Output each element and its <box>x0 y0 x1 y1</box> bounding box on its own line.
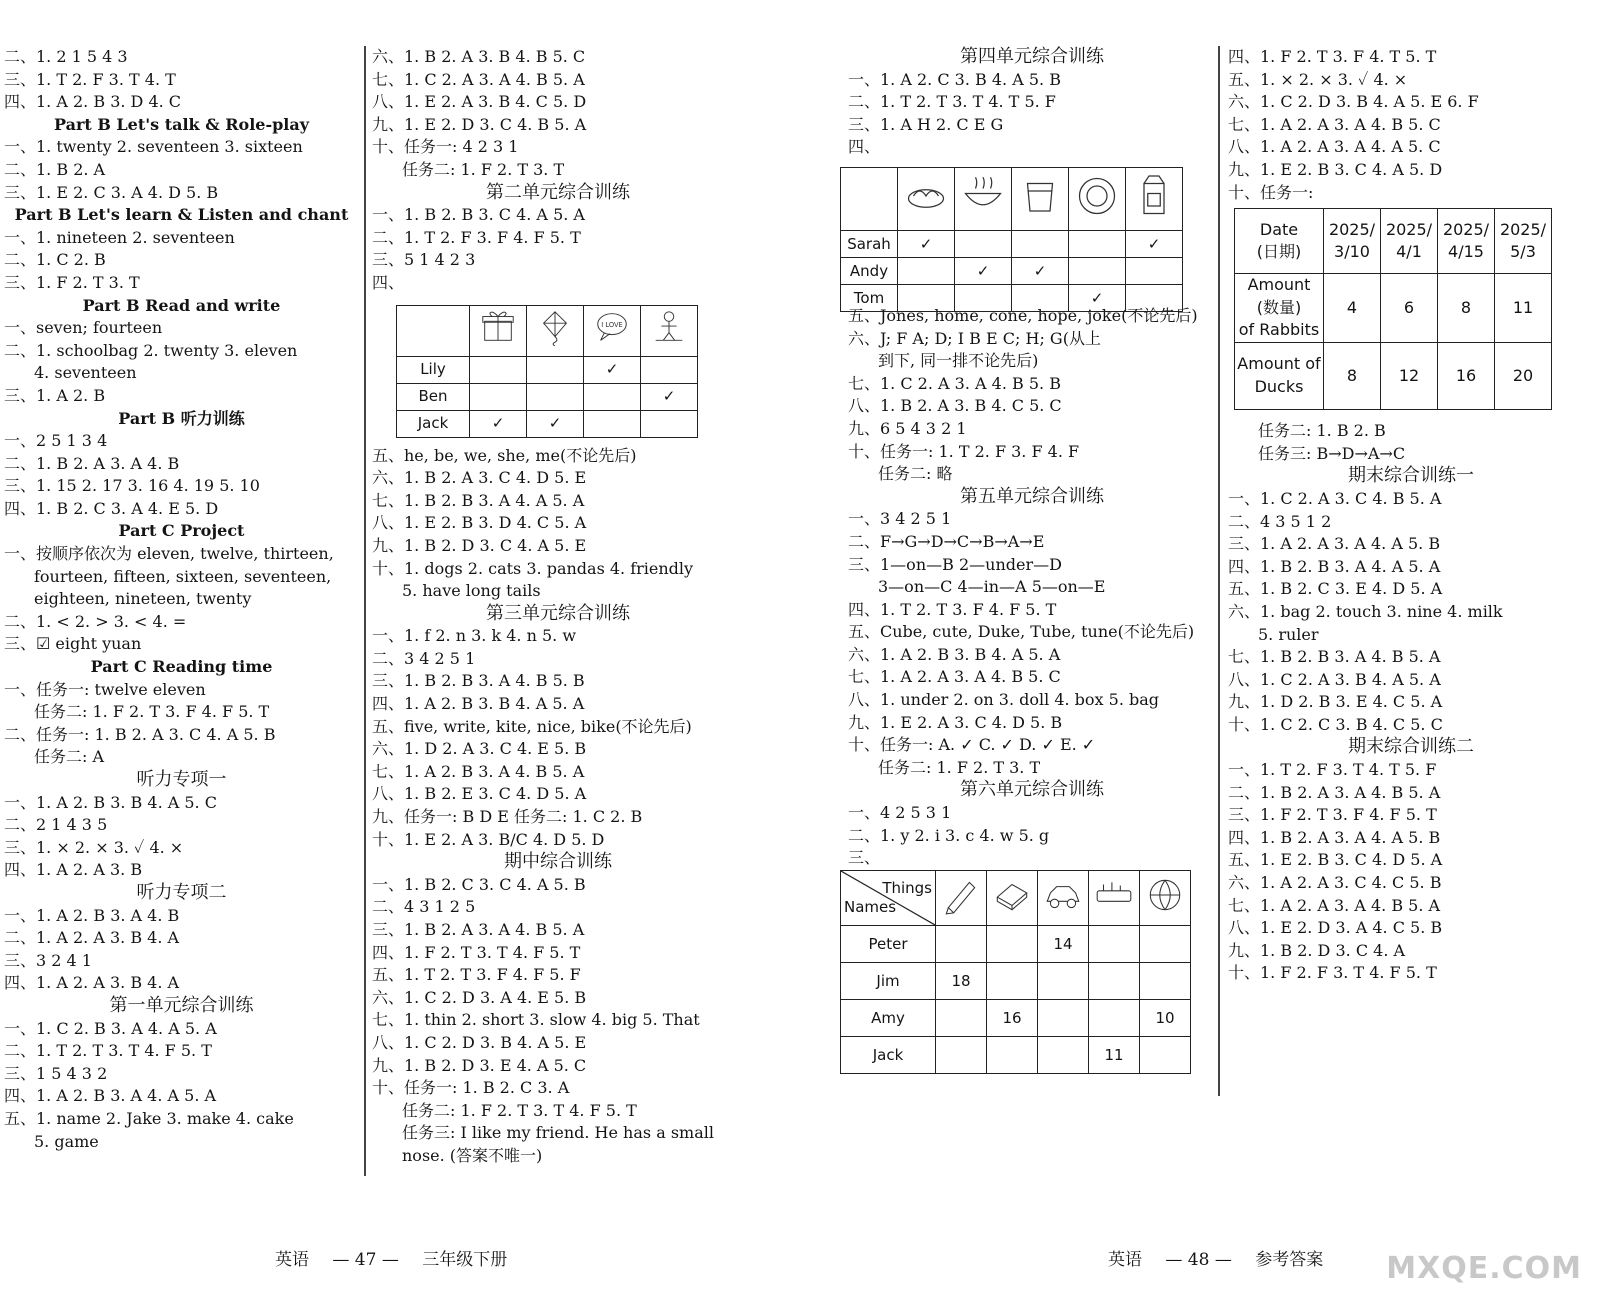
answer-line: 六、1. D 2. A 3. C 4. E 5. B <box>372 739 587 759</box>
answer-line: 五、five, write, kite, nice, bike(不论先后) <box>372 716 692 736</box>
table-cell <box>1038 999 1089 1036</box>
table-cell <box>1126 284 1183 311</box>
answer-line: 七、1. C 2. A 3. A 4. B 5. B <box>848 373 1061 393</box>
answer-line: 三、1. × 2. × 3. ✓ 4. × <box>4 837 184 857</box>
section-heading: 第三单元综合训练 <box>486 602 630 624</box>
table-cell: 12 <box>1381 342 1438 409</box>
table-icon-cell <box>898 167 955 230</box>
table-cell: 8 <box>1438 274 1495 343</box>
table-icon-cell <box>527 305 584 356</box>
answer-line: 七、1. C 2. A 3. A 4. B 5. A <box>372 69 585 89</box>
footer-right <box>1108 1245 1323 1270</box>
table-cell <box>1069 257 1126 284</box>
answer-line: 四、1. B 2. B 3. A 4. A 5. A <box>1228 556 1441 576</box>
table-corner <box>841 870 936 925</box>
answer-line: 一、1. C 2. B 3. A 4. A 5. A <box>4 1018 217 1038</box>
corner-things: Things <box>882 878 932 897</box>
table-cell <box>527 356 584 383</box>
table-header-cell: Date (日期) <box>1235 209 1324 274</box>
section-heading: Part C Project <box>118 521 245 541</box>
answer-line: 六、1. A 2. A 3. C 4. C 5. B <box>1228 873 1442 893</box>
table-cell: 16 <box>987 999 1038 1036</box>
footer-subject: 英语 <box>275 1250 309 1270</box>
section-heading: Part B Read and write <box>82 295 281 315</box>
row-name: Sarah <box>841 230 898 257</box>
table-cell <box>1140 925 1191 962</box>
answer-line: 七、1. A 2. A 3. A 4. B 5. C <box>1228 114 1441 134</box>
child-icon <box>650 308 688 346</box>
answer-line: 任务二: A <box>34 747 105 767</box>
answer-line: 任务二: 略 <box>878 464 953 484</box>
table-icon-cell <box>584 305 641 356</box>
answer-line: 九、1. B 2. D 3. C 4. A <box>1228 940 1406 960</box>
table-cell: ✓ <box>1126 230 1183 257</box>
answer-line: 三、1. A H 2. C E G <box>848 114 1004 134</box>
answer-line: 六、1. B 2. A 3. C 4. D 5. E <box>372 468 587 488</box>
answer-line: 4. seventeen <box>34 363 137 383</box>
answer-table <box>840 167 1183 312</box>
answer-line: 任务二: 1. F 2. T 3. T 4. F 5. T <box>402 1100 637 1120</box>
answer-line: 八、1. E 2. D 3. A 4. C 5. B <box>1228 918 1443 938</box>
ball-icon <box>1144 874 1186 916</box>
answer-line: 到下, 同一排不论先后) <box>878 351 1039 371</box>
answer-line: 八、1. E 2. B 3. D 4. C 5. A <box>372 513 587 533</box>
plate-icon <box>1072 171 1122 221</box>
answer-line: 三、1 5 4 3 2 <box>4 1063 108 1083</box>
answer-line: 六、J; F A; D; I B E C; H; G(从上 <box>848 328 1101 348</box>
answer-line: 九、1. B 2. D 3. E 4. A 5. C <box>372 1055 587 1075</box>
table-cell: 18 <box>936 962 987 999</box>
answer-line: 十、任务一: A. ✓ C. ✓ D. ✓ E. ✓ <box>848 735 1096 755</box>
answer-line: 四、1. A 2. B 3. B 4. A 5. A <box>372 694 585 714</box>
table-cell <box>1038 1036 1089 1073</box>
pencil-box-icon <box>1093 874 1135 916</box>
answer-line: eighteen, nineteen, twenty <box>34 589 252 609</box>
section-heading: 听力专项二 <box>136 881 227 903</box>
answer-line: 四、1. B 2. A 3. A 4. A 5. B <box>1228 827 1441 847</box>
answer-line: 八、1. C 2. D 3. B 4. A 5. E <box>372 1032 587 1052</box>
answer-line: 九、1. D 2. B 3. E 4. C 5. A <box>1228 692 1443 712</box>
answer-line: 一、1. B 2. B 3. C 4. A 5. A <box>372 205 585 225</box>
table-header-cell: 2025/ 4/1 <box>1381 209 1438 274</box>
watermark: MXQE.COM <box>1386 1251 1582 1286</box>
answer-line: nose. (答案不唯一) <box>402 1145 543 1165</box>
table-cell <box>1140 962 1191 999</box>
answer-line: 二、1. C 2. B <box>4 250 106 270</box>
answer-line: 二、1. B 2. A 3. A 4. B 5. A <box>1228 782 1441 802</box>
answer-line: 三、1. A 2. B <box>4 385 106 405</box>
answer-line: 任务二: 1. F 2. T 3. T <box>402 159 565 179</box>
table-icon-cell <box>936 870 987 925</box>
answer-line: 三、☑ eight yuan <box>4 634 142 654</box>
answer-line: 十、任务一: 1. T 2. F 3. F 4. F <box>848 441 1080 461</box>
answer-line: 一、seven; fourteen <box>4 318 163 338</box>
answer-line: 三、1. E 2. C 3. A 4. D 5. B <box>4 182 219 202</box>
answer-line: 二、2 1 4 3 5 <box>4 815 108 835</box>
answer-line: 一、1. A 2. B 3. B 4. A 5. C <box>4 792 217 812</box>
table-cell <box>1089 962 1140 999</box>
answer-line: 任务三: B→D→A→C <box>1258 443 1406 463</box>
svg-text:I LOVE: I LOVE <box>601 321 623 330</box>
table-cell: ✓ <box>470 410 527 437</box>
row-name: Jack <box>841 1036 936 1073</box>
section-heading: 第六单元综合训练 <box>960 779 1104 801</box>
column-divider-left <box>364 46 366 1176</box>
section-heading: 期末综合训练二 <box>1348 736 1474 758</box>
table-cell <box>898 257 955 284</box>
answer-line: 五、1. B 2. C 3. E 4. D 5. A <box>1228 579 1443 599</box>
table-cell <box>936 925 987 962</box>
answer-line: 九、1. B 2. D 3. C 4. A 5. E <box>372 535 587 555</box>
answer-line: 三、1. 15 2. 17 3. 16 4. 19 5. 10 <box>4 476 260 496</box>
answer-line: 六、1. A 2. B 3. B 4. A 5. A <box>848 644 1061 664</box>
answer-line: 五、Jones, home, cone, hope, joke(不论先后) <box>848 305 1198 325</box>
answer-line: 一、按顺序依次为 eleven, twelve, thirteen, <box>4 544 334 564</box>
answer-line: 二、4 3 1 2 5 <box>372 897 476 917</box>
answer-line: 一、1. A 2. C 3. B 4. A 5. B <box>848 69 1061 89</box>
answer-line: 二、4 3 5 1 2 <box>1228 511 1332 531</box>
answer-line: 5. ruler <box>1258 624 1319 644</box>
table-cell <box>584 410 641 437</box>
table-cell: 6 <box>1381 274 1438 343</box>
row-name: Jack <box>397 410 470 437</box>
answer-line: 二、1. T 2. T 3. T 4. F 5. T <box>4 1041 212 1061</box>
answer-line: 九、1. E 2. D 3. C 4. B 5. A <box>372 114 587 134</box>
answer-column-1 <box>4 46 359 1153</box>
answer-line: 八、1. A 2. A 3. A 4. A 5. C <box>1228 137 1441 157</box>
answer-line: 任务三: I like my friend. He has a small <box>402 1123 714 1143</box>
answer-line: 十、任务一: 1. B 2. C 3. A <box>372 1078 570 1098</box>
table-cell: ✓ <box>641 383 698 410</box>
rabbits-table <box>1234 208 1552 410</box>
table-header-cell: 2025/ 5/3 <box>1495 209 1552 274</box>
footer-grade: 三年级下册 <box>422 1250 508 1270</box>
section-heading: 第一单元综合训练 <box>109 994 254 1016</box>
table-cell: ✓ <box>584 356 641 383</box>
answer-line: 二、F→G→D→C→B→A→E <box>848 531 1045 551</box>
answer-line: 十、1. E 2. A 3. B/C 4. D 5. D <box>372 829 605 849</box>
table-cell: ✓ <box>955 257 1012 284</box>
table-cell: 20 <box>1495 342 1552 409</box>
answer-line: 四、1. B 2. C 3. A 4. E 5. D <box>4 498 219 518</box>
table-cell <box>955 230 1012 257</box>
answer-line: 九、6 5 4 3 2 1 <box>848 418 967 438</box>
answer-line: 二、1. y 2. i 3. c 4. w 5. g <box>848 825 1050 845</box>
table-cell <box>955 284 1012 311</box>
answer-line: 一、任务一: twelve eleven <box>4 679 206 699</box>
answer-line: 五、he, be, we, she, me(不论先后) <box>372 445 637 465</box>
row-name: Andy <box>841 257 898 284</box>
answer-line: 四、 <box>372 272 405 292</box>
answer-line: 三、 <box>848 848 881 868</box>
answer-line: 五、1. name 2. Jake 3. make 4. cake <box>4 1108 294 1128</box>
answer-line: 三、1. A 2. A 3. A 4. A 5. B <box>1228 534 1441 554</box>
answer-line: 十、1. F 2. F 3. T 4. F 5. T <box>1228 963 1437 983</box>
table-icon-cell <box>1126 167 1183 230</box>
answer-line: 二、任务一: 1. B 2. A 3. C 4. A 5. B <box>4 724 276 744</box>
table-cell <box>987 1036 1038 1073</box>
answer-line: 四、1. A 2. A 3. B <box>4 860 143 880</box>
answer-line: 三、1. F 2. T 3. F 4. F 5. T <box>1228 805 1437 825</box>
speech-icon <box>593 308 631 346</box>
table-cell <box>1089 925 1140 962</box>
answer-line: 二、1. T 2. F 3. F 4. F 5. T <box>372 227 581 247</box>
answer-line: 八、1. B 2. E 3. C 4. D 5. A <box>372 784 587 804</box>
section-heading: 听力专项一 <box>136 769 227 790</box>
table-cell <box>470 383 527 410</box>
column-divider-right <box>1218 46 1220 1096</box>
answer-line: 二、1. B 2. A 3. A 4. B <box>4 453 180 473</box>
table-cell <box>987 962 1038 999</box>
gift-icon <box>479 308 517 346</box>
answer-line: 一、1. twenty 2. seventeen 3. sixteen <box>4 137 303 157</box>
table-corner <box>397 305 470 356</box>
table-icon-cell <box>470 305 527 356</box>
answer-line: 四、1. F 2. T 3. F 4. T 5. T <box>1228 47 1437 66</box>
table-header-cell: 2025/ 4/15 <box>1438 209 1495 274</box>
answer-line: 六、1. bag 2. touch 3. nine 4. milk <box>1228 601 1503 621</box>
section-heading: 期中综合训练 <box>504 851 612 873</box>
answer-line: 四、1. T 2. T 3. F 4. F 5. T <box>848 599 1057 619</box>
answer-line: 四、1. F 2. T 3. T 4. F 5. T <box>372 942 581 962</box>
row-name: Amy <box>841 999 936 1036</box>
answer-line: 一、1. nineteen 2. seventeen <box>4 227 235 247</box>
table-cell: 11 <box>1495 274 1552 343</box>
answer-line: 二、1. A 2. A 3. B 4. A <box>4 928 180 948</box>
answer-line: 二、3 4 2 5 1 <box>372 648 476 668</box>
answer-line: 一、1. C 2. A 3. C 4. B 5. A <box>1228 488 1442 508</box>
table-icon-cell <box>1140 870 1191 925</box>
eraser-icon <box>991 874 1033 916</box>
answer-table <box>396 305 698 438</box>
table-cell: 11 <box>1089 1036 1140 1073</box>
table-cell <box>936 999 987 1036</box>
answer-line: 三、1. T 2. F 3. T 4. T <box>4 69 176 89</box>
answer-line: 十、任务一: 4 2 3 1 <box>372 137 519 157</box>
table-cell: 10 <box>1140 999 1191 1036</box>
answer-line: 任务二: 1. B 2. B <box>1258 421 1386 441</box>
answer-line: 四、1. A 2. B 3. D 4. C <box>4 92 182 112</box>
table-cell <box>1069 230 1126 257</box>
answer-line: 二、1. 2 1 5 4 3 <box>4 47 128 66</box>
table-icon-cell <box>955 167 1012 230</box>
answer-line: 一、4 2 5 3 1 <box>848 803 952 823</box>
table-cell <box>936 1036 987 1073</box>
answer-line: 3—on—C 4—in—A 5—on—E <box>878 577 1106 597</box>
answer-line: 八、1. C 2. A 3. B 4. A 5. A <box>1228 669 1441 689</box>
row-name: Lily <box>397 356 470 383</box>
table-cell <box>898 284 955 311</box>
answer-line: 三、1. B 2. B 3. A 4. B 5. B <box>372 671 585 691</box>
row-name: Peter <box>841 925 936 962</box>
table-cell <box>584 383 641 410</box>
answer-line: 二、1. < 2. > 3. < 4. = <box>4 611 187 631</box>
answer-line: 一、1. A 2. B 3. A 4. B <box>4 905 180 925</box>
answer-line: 任务二: 1. F 2. T 3. T <box>878 757 1041 777</box>
answer-line: 七、1. A 2. B 3. A 4. B 5. A <box>372 761 585 781</box>
kite-icon <box>536 308 574 346</box>
answer-line: 三、3 2 4 1 <box>4 950 92 970</box>
table-icon-cell <box>641 305 698 356</box>
cup-icon <box>1015 171 1065 221</box>
answer-line: 十、任务一: <box>1228 182 1314 202</box>
answer-line: 四、 <box>848 137 881 157</box>
table-cell <box>641 410 698 437</box>
row-label: Amount (数量) of Rabbits <box>1235 274 1324 343</box>
milk-icon <box>1129 171 1179 221</box>
section-heading: Part B Let's talk & Role-play <box>53 114 310 134</box>
answer-line: 七、1. B 2. B 3. A 4. A 5. A <box>372 490 585 510</box>
answer-line: 六、1. B 2. A 3. B 4. B 5. C <box>372 47 586 66</box>
table-corner <box>841 167 898 230</box>
answer-table <box>840 870 1191 1074</box>
answer-line: 六、1. C 2. D 3. A 4. E 5. B <box>372 987 587 1007</box>
row-name: Jim <box>841 962 936 999</box>
table-cell <box>1038 962 1089 999</box>
answer-line: 七、1. B 2. B 3. A 4. B 5. A <box>1228 647 1441 667</box>
footer-left <box>275 1245 507 1270</box>
answer-column-2 <box>372 46 744 1168</box>
answer-line: 四、1. A 2. A 3. B 4. A <box>4 973 180 993</box>
table-cell: ✓ <box>1069 284 1126 311</box>
food-icon <box>901 171 951 221</box>
section-heading: Part B Let's learn & Listen and chant <box>14 205 349 225</box>
answer-line: 八、1. under 2. on 3. doll 4. box 5. bag <box>848 690 1160 710</box>
answer-line: 十、1. dogs 2. cats 3. pandas 4. friendly <box>372 558 694 578</box>
answer-line: 三、1—on—B 2—under—D <box>848 554 1062 574</box>
table-cell: 16 <box>1438 342 1495 409</box>
answer-line: 十、1. C 2. C 3. B 4. C 5. C <box>1228 714 1443 734</box>
answer-line: 二、1. schoolbag 2. twenty 3. eleven <box>4 340 298 360</box>
table-cell <box>470 356 527 383</box>
answer-line: 一、3 4 2 5 1 <box>848 509 952 529</box>
answer-line: 九、任务一: B D E 任务二: 1. C 2. B <box>372 807 643 827</box>
answer-line: 四、1. A 2. B 3. A 4. A 5. A <box>4 1086 217 1106</box>
answer-line: 七、1. A 2. A 3. A 4. B 5. A <box>1228 895 1441 915</box>
answer-column-4 <box>1228 46 1594 985</box>
table-cell: ✓ <box>1012 257 1069 284</box>
answer-line: 八、1. E 2. A 3. B 4. C 5. D <box>372 92 587 112</box>
table-cell <box>641 356 698 383</box>
table-cell <box>1126 257 1183 284</box>
answer-column-3 <box>844 46 1216 1090</box>
section-heading: Part C Reading time <box>90 657 273 677</box>
answer-line: 三、1. F 2. T 3. T <box>4 272 140 292</box>
section-heading: 第五单元综合训练 <box>960 485 1104 507</box>
answer-line: 七、1. A 2. A 3. A 4. B 5. C <box>848 667 1061 687</box>
answer-line: 八、1. B 2. A 3. B 4. C 5. C <box>848 396 1062 416</box>
table-cell <box>527 383 584 410</box>
table-header-cell: 2025/ 3/10 <box>1324 209 1381 274</box>
row-name: Tom <box>841 284 898 311</box>
table-cell: 4 <box>1324 274 1381 343</box>
table-cell: ✓ <box>527 410 584 437</box>
table-icon-cell <box>1038 870 1089 925</box>
table-icon-cell <box>1069 167 1126 230</box>
table-icon-cell <box>1089 870 1140 925</box>
answer-line: 五、Cube, cute, Duke, Tube, tune(不论先后) <box>848 622 1195 642</box>
answer-line: 九、1. E 2. A 3. C 4. D 5. B <box>848 712 1063 732</box>
answer-line: 五、1. T 2. T 3. F 4. F 5. F <box>372 965 581 985</box>
pencil-icon <box>940 874 982 916</box>
answer-line: 二、1. B 2. A <box>4 159 106 179</box>
row-label: Amount of Ducks <box>1235 342 1324 409</box>
section-heading: Part B 听力训练 <box>118 408 245 428</box>
answer-line: 二、1. T 2. T 3. T 4. T 5. F <box>848 92 1056 112</box>
corner-names: Names <box>844 898 897 917</box>
section-heading: 第二单元综合训练 <box>486 181 630 203</box>
answer-line: 三、5 1 4 2 3 <box>372 250 476 270</box>
answer-line: 七、1. thin 2. short 3. slow 4. big 5. That <box>372 1010 700 1030</box>
footer-subject: 英语 <box>1108 1250 1142 1270</box>
table-icon-cell <box>1012 167 1069 230</box>
page-number: — 48 — <box>1165 1250 1232 1270</box>
table-cell <box>987 925 1038 962</box>
answer-line: 一、1. f 2. n 3. k 4. n 5. w <box>372 626 577 646</box>
table-cell <box>1012 284 1069 311</box>
answer-line: 任务二: 1. F 2. T 3. F 4. F 5. T <box>34 702 270 722</box>
answer-line: 5. game <box>34 1131 99 1151</box>
table-cell: ✓ <box>898 230 955 257</box>
section-heading: 期末综合训练一 <box>1348 465 1474 487</box>
answer-line: 一、1. B 2. C 3. C 4. A 5. B <box>372 874 586 894</box>
answer-line: 五、1. E 2. B 3. C 4. D 5. A <box>1228 850 1443 870</box>
answer-line: 九、1. E 2. B 3. C 4. A 5. D <box>1228 159 1443 179</box>
car-icon <box>1042 874 1084 916</box>
answer-line: 一、1. T 2. F 3. T 4. T 5. F <box>1228 760 1437 780</box>
page-number: — 47 — <box>332 1250 399 1270</box>
table-cell: 14 <box>1038 925 1089 962</box>
answer-line: fourteen, fifteen, sixteen, seventeen, <box>34 566 332 586</box>
table-cell <box>1012 230 1069 257</box>
bowl-icon <box>958 171 1008 221</box>
table-cell <box>1089 999 1140 1036</box>
table-icon-cell <box>987 870 1038 925</box>
answer-line: 5. have long tails <box>402 581 541 601</box>
answer-line: 五、1. × 2. × 3. ✓ 4. × <box>1228 69 1408 89</box>
answer-line: 一、2 5 1 3 4 <box>4 431 108 451</box>
table-cell <box>1140 1036 1191 1073</box>
answer-line: 六、1. C 2. D 3. B 4. A 5. E 6. F <box>1228 92 1479 112</box>
row-name: Ben <box>397 383 470 410</box>
section-heading: 第四单元综合训练 <box>960 46 1104 67</box>
footer-title: 参考答案 <box>1255 1250 1324 1270</box>
table-cell: 8 <box>1324 342 1381 409</box>
answer-line: 三、1. B 2. A 3. A 4. B 5. A <box>372 920 585 939</box>
